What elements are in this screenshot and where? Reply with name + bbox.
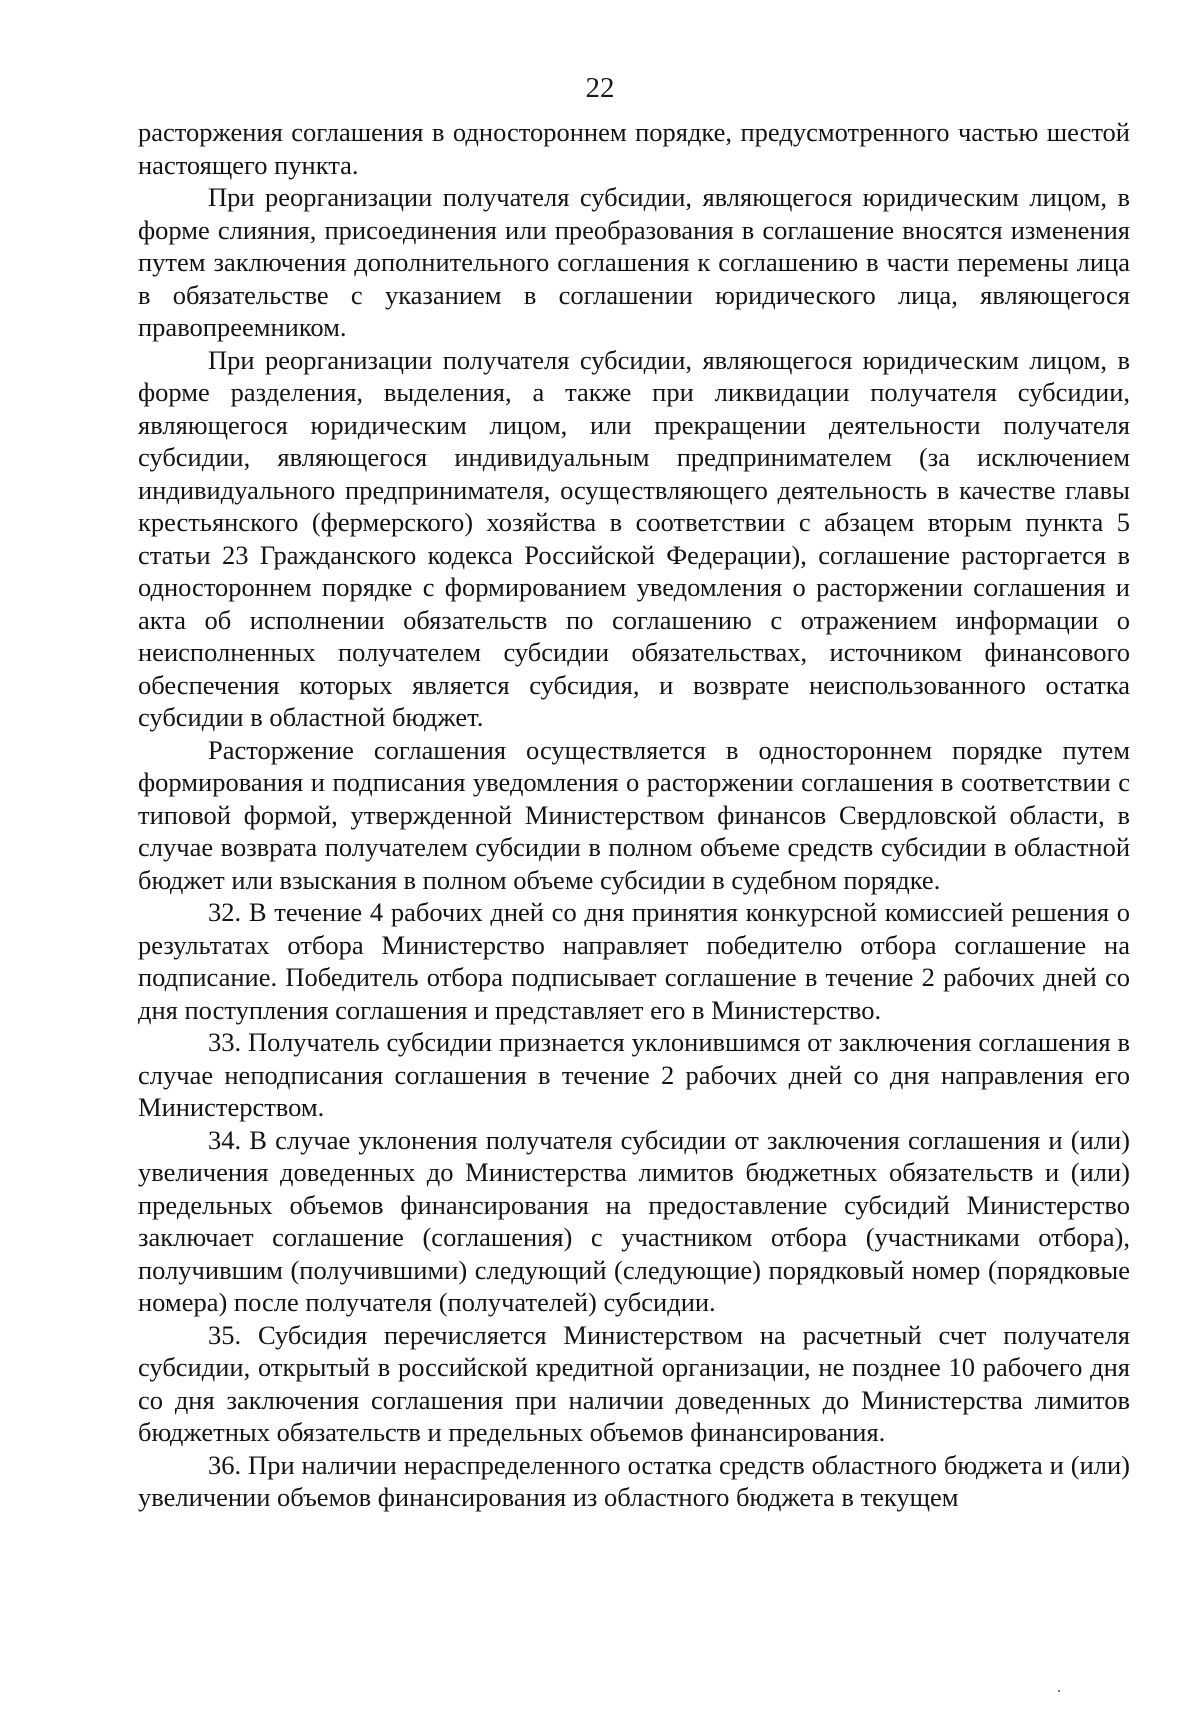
paragraph-item-32: 32. В течение 4 рабочих дней со дня принятия конкурсной комиссией решения о результатах отбора Министерство направляет победителю отбора соглашение на подписание. Победитель отбора подписывает соглашение в течение 2 рабочих дней со дня поступления соглашения и представляет его в Министерство. — [138, 897, 1130, 1025]
paragraph-item-36: 36. При наличии нераспределенного остатка средств областного бюджета и (или) увеличении объемов финансирования из областного бюджета в текущем — [138, 1449, 1130, 1512]
page-number: 22 — [585, 72, 615, 104]
paragraph-item-33: 33. Получатель субсидии признается уклонившимся от заключения соглашения в случае неподписания соглашения в течение 2 рабочих дней со дня направления его Министерством. — [138, 1027, 1130, 1122]
paragraph-continuation: расторжения соглашения в одностороннем порядке, предусмотренного частью шестой настоящего пункта. — [138, 117, 1130, 180]
paragraph-reorganization-division: При реорганизации получателя субсидии, являющегося юридическим лицом, в форме разделения, выделения, а также при ликвидации получателя субсидии, являющегося юридическим лицом, или прекращении деятельности получателя субсидии, являющегося индивидуальным предпринимателем (за исключением индивидуального предпринимателя, осуществляющего деятельность в качестве главы крестьянского (фермерского) хозяйства в соответствии с абзацем вторым пункта 5 статьи 23 Гражданского кодекса Российской Федерации), соглашение расторгается в одностороннем порядке с формированием уведомления о расторжении соглашения и акта об исполнении обязательств по соглашению с отражением информации о неисполненных получателем субсидии обязательствах, источником финансового обеспечения которых является субсидия, и возврате неиспользованного остатка субсидии в областной бюджет. — [138, 344, 1130, 732]
document-body — [138, 116, 1130, 1514]
paragraph-item-35: 35. Субсидия перечисляется Министерством на расчетный счет получателя субсидии, открытый в российской кредитной организации, не позднее 10 рабочего дня со дня заключения соглашения при наличии доведенных до Министерства лимитов бюджетных обязательств и предельных объемов финансирования. — [138, 1319, 1130, 1447]
paragraph-termination: Расторжение соглашения осуществляется в одностороннем порядке путем формирования и подписания уведомления о расторжении соглашения в соответствии с типовой формой, утвержденной Министерством финансов Свердловской области, в случае возврата получателем субсидии в полном объеме средств субсидии в областной бюджет или взыскания в полном объеме субсидии в судебном порядке. — [138, 734, 1130, 895]
scan-speck — [1058, 1690, 1060, 1692]
paragraph-item-34: 34. В случае уклонения получателя субсидии от заключения соглашения и (или) увеличения доведенных до Министерства лимитов бюджетных обязательств и (или) предельных объемов финансирования на предоставление субсидий Министерство заключает соглашение (соглашения) с участником отбора (участниками отбора), получившим (получившими) следующий (следующие) порядковый номер (порядковые номера) после получателя (получателей) субсидии. — [138, 1124, 1130, 1317]
paragraph-reorganization-merger: При реорганизации получателя субсидии, являющегося юридическим лицом, в форме слияния, присоединения или преобразования в соглашение вносятся изменения путем заключения дополнительного соглашения к соглашению в части перемены лица в обязательстве с указанием в соглашении юридического лица, являющегося правопреемником. — [138, 182, 1130, 342]
